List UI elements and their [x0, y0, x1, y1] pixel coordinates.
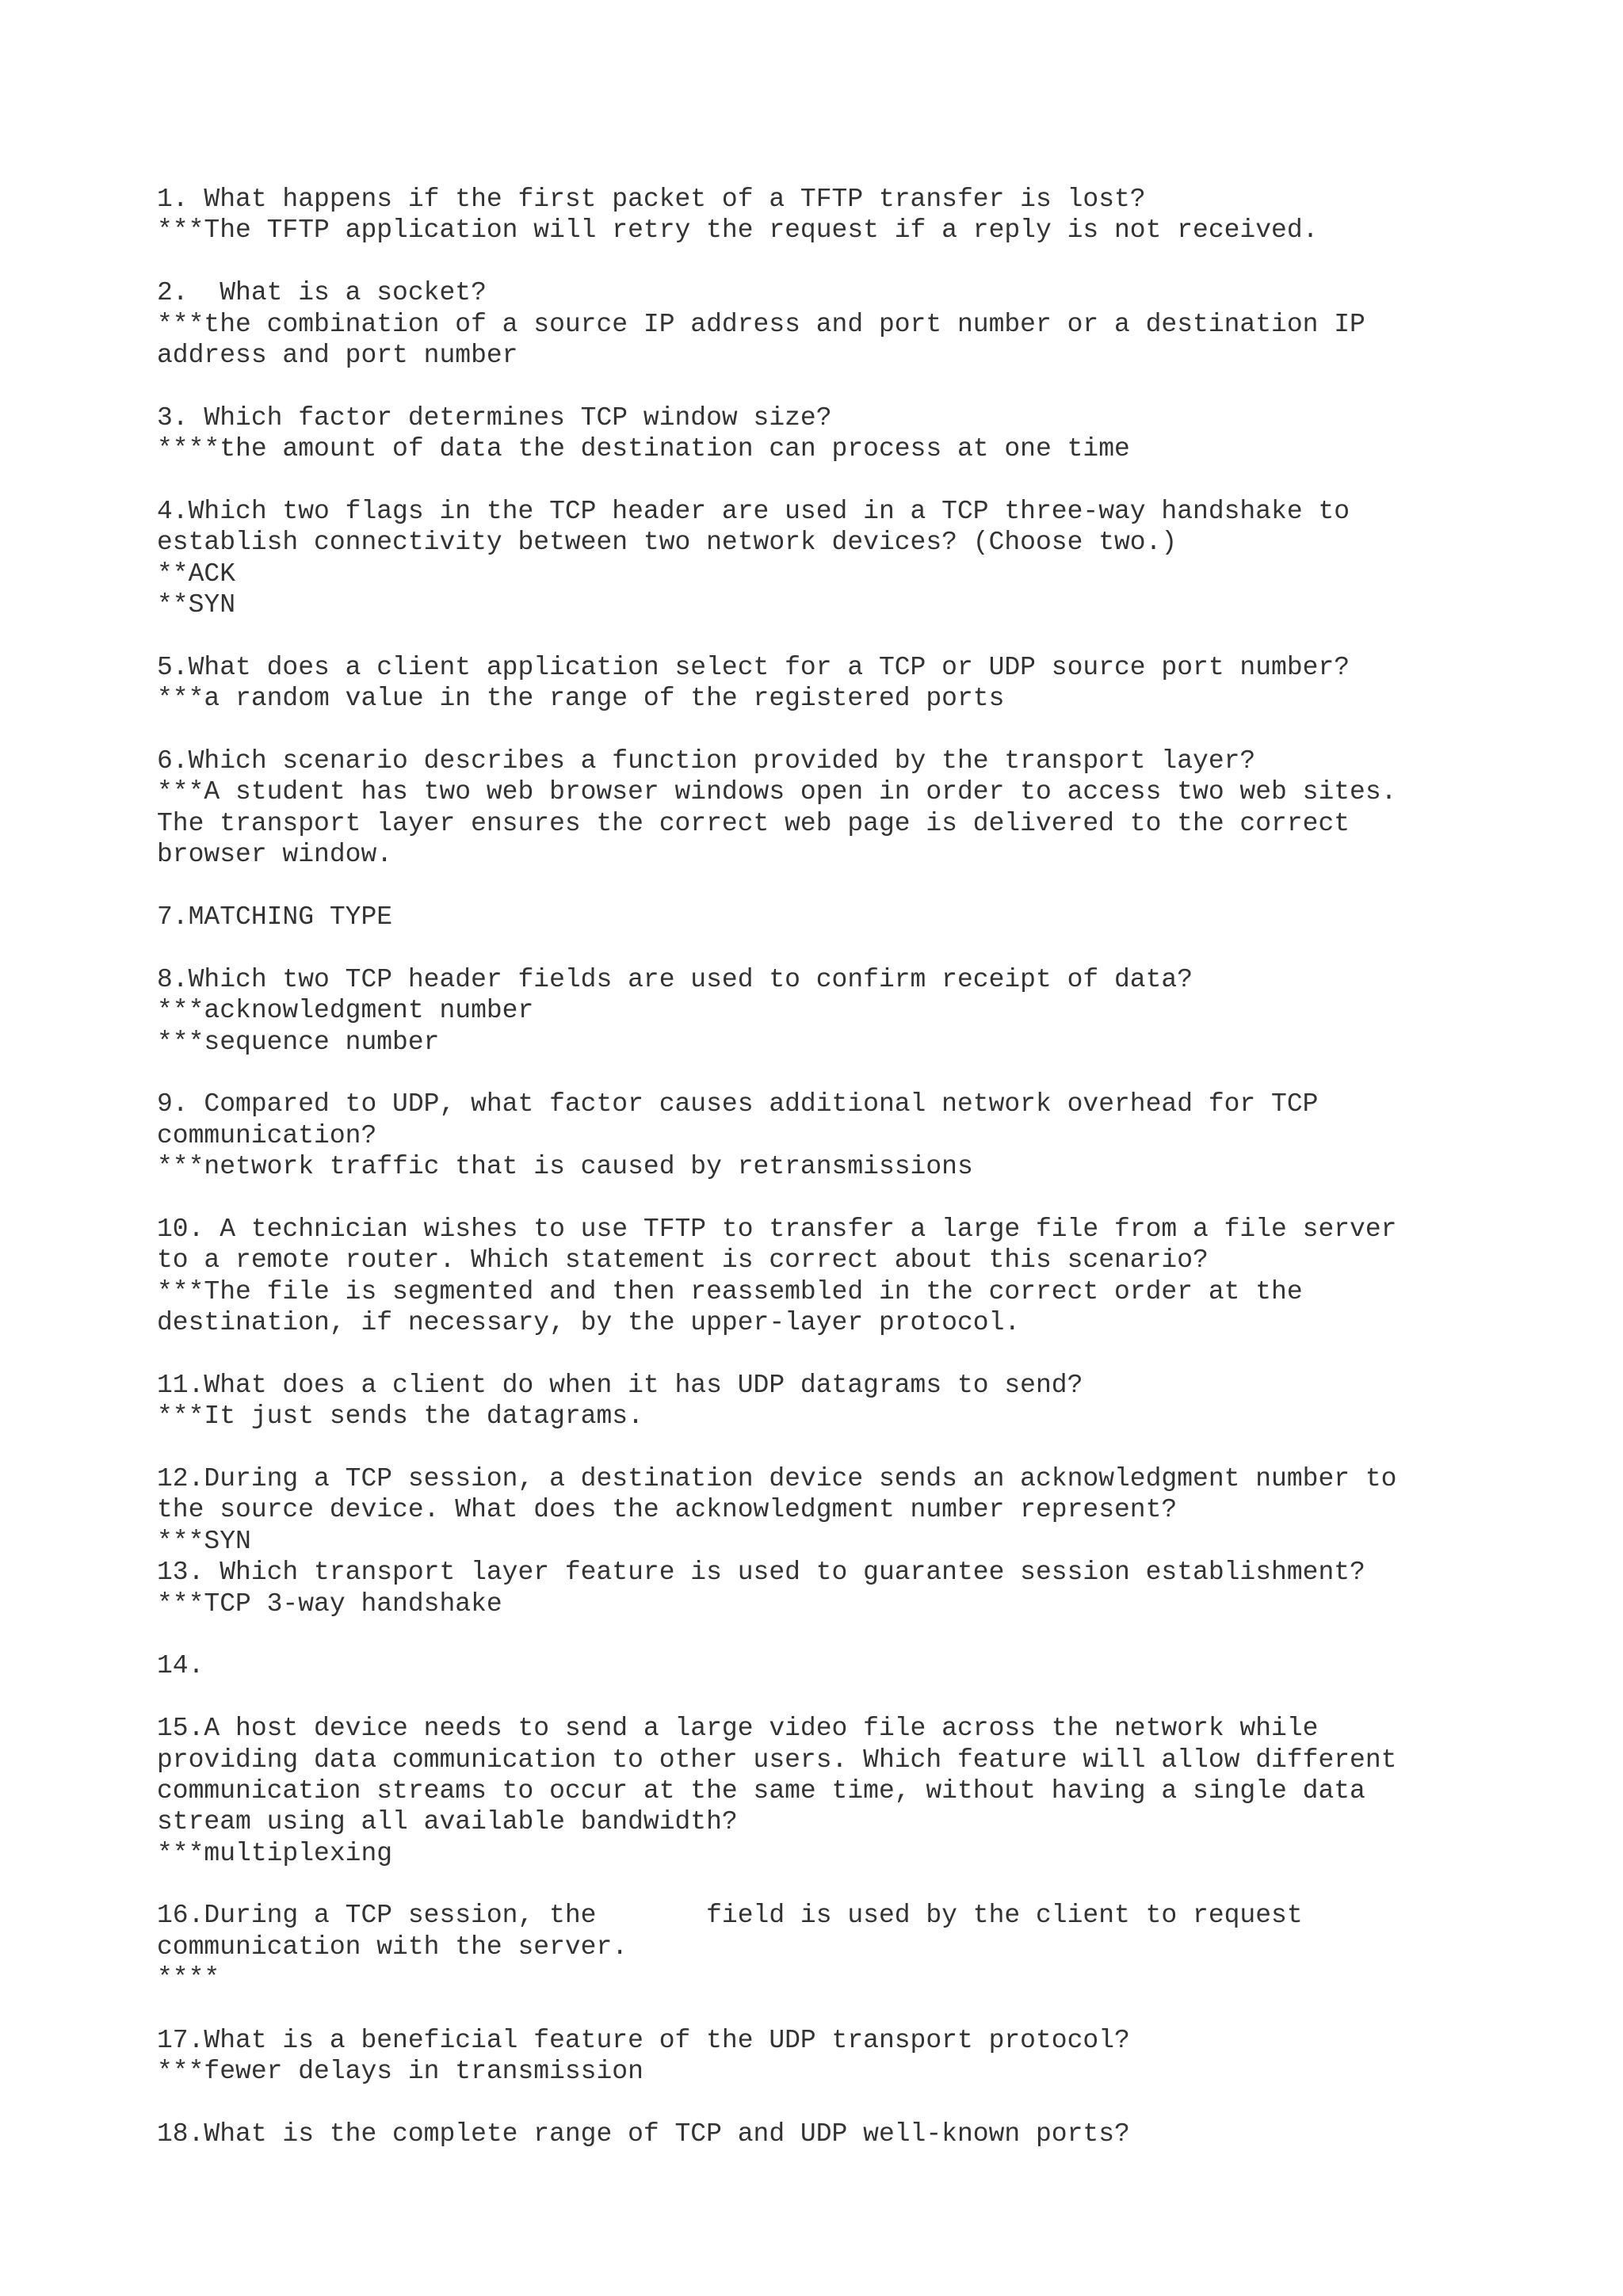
- text-line: [157, 1432, 1504, 1463]
- text-line: 18.What is the complete range of TCP and UDP well-known ports?: [157, 2119, 1130, 2149]
- text-line: providing data communication to other users. Which feature will allow different: [157, 1745, 1397, 1775]
- text-line: the source device. What does the acknowledgment number represent?: [157, 1495, 1178, 1525]
- text-line: ***The file is segmented and then reassembled in the correct order at the: [157, 1276, 1303, 1306]
- text-line: ***It just sends the datagrams.: [157, 1402, 643, 1432]
- text-line: 16.During a TCP session, the field is used by the client to request: [157, 1901, 1303, 1931]
- text-line: to a remote router. Which statement is correct about this scenario?: [157, 1245, 1209, 1276]
- text-line: 2. What is a socket?: [157, 278, 487, 308]
- text-line: ***The TFTP application will retry the request if a reply is not received.: [157, 215, 1319, 246]
- text-line: 15.A host device needs to send a large video file across the network while: [157, 1714, 1319, 1744]
- text-line: 5.What does a client application select for a TCP or UDP source port number?: [157, 652, 1350, 682]
- text-line: stream using all available bandwidth?: [157, 1807, 738, 1837]
- text-line: 7.MATCHING TYPE: [157, 902, 393, 932]
- text-line: [157, 620, 1504, 651]
- text-line: 1. What happens if the first packet of a TFTP transfer is lost?: [157, 185, 1146, 214]
- text-line: [157, 1869, 1504, 1900]
- text-line: 8.Which two TCP header fields are used to confirm receipt of data?: [157, 964, 1193, 994]
- text-line: [157, 715, 1504, 746]
- text-line: 14.: [157, 1651, 204, 1681]
- text-line: ***the combination of a source IP address and port number or a destination IP: [157, 309, 1365, 339]
- text-line: [157, 246, 1504, 277]
- text-line: 3. Which factor determines TCP window size?: [157, 402, 832, 433]
- text-line: [157, 1619, 1504, 1650]
- text-line: [157, 371, 1504, 402]
- text-line: 17.What is a beneficial feature of the UDP transport protocol?: [157, 2026, 1130, 2056]
- text-line: 10. A technician wishes to use TFTP to transfer a large file from a file server: [157, 1214, 1397, 1244]
- text-line: The transport layer ensures the correct web page is delivered to the correct: [157, 808, 1350, 838]
- text-line: **SYN: [157, 590, 236, 620]
- text-line: [157, 465, 1504, 496]
- text-line: 4.Which two flags in the TCP header are used in a TCP three-way handshake to: [157, 496, 1350, 526]
- text-line: [157, 1682, 1504, 1713]
- text-line: ***multiplexing: [157, 1838, 393, 1868]
- text-line: 13. Which transport layer feature is used to guarantee session establishment?: [157, 1558, 1365, 1588]
- text-line: 12.During a TCP session, a destination device sends an acknowledgment number to: [157, 1464, 1397, 1494]
- text-line: communication streams to occur at the same time, without having a single data: [157, 1775, 1365, 1806]
- document-page: [157, 184, 1504, 2150]
- text-line: 11.What does a client do when it has UDP datagrams to send?: [157, 1370, 1083, 1400]
- text-line: ***SYN: [157, 1526, 251, 1556]
- text-line: [157, 871, 1504, 902]
- text-line: communication with the server.: [157, 1932, 628, 1962]
- text-line: [157, 1183, 1504, 1214]
- text-line: [157, 1058, 1504, 1089]
- text-line: 6.Which scenario describes a function provided by the transport layer?: [157, 746, 1256, 776]
- text-line: ***TCP 3-way handshake: [157, 1589, 502, 1619]
- text-line: communication?: [157, 1120, 377, 1150]
- text-line: 9. Compared to UDP, what factor causes additional network overhead for TCP: [157, 1089, 1319, 1119]
- text-line: [157, 1338, 1504, 1369]
- text-line: ***acknowledgment number: [157, 996, 534, 1026]
- text-line: ***sequence number: [157, 1027, 440, 1057]
- text-line: ***fewer delays in transmission: [157, 2057, 643, 2087]
- text-line: [157, 1994, 1504, 2025]
- text-line: ***network traffic that is caused by retransmissions: [157, 1152, 973, 1182]
- text-line: ****: [157, 1963, 220, 1993]
- text-line: establish connectivity between two network devices? (Choose two.): [157, 528, 1178, 558]
- text-line: ****the amount of data the destination can process at one time: [157, 434, 1130, 464]
- text-line: **ACK: [157, 559, 236, 589]
- text-line: destination, if necessary, by the upper-layer protocol.: [157, 1308, 1021, 1338]
- text-line: [157, 933, 1504, 963]
- text-line: ***A student has two web browser windows open in order to access two web sites.: [157, 777, 1397, 807]
- text-line: browser window.: [157, 840, 393, 870]
- text-line: [157, 2088, 1504, 2119]
- text-line: ***a random value in the range of the registered ports: [157, 684, 1005, 714]
- text-line: address and port number: [157, 340, 518, 370]
